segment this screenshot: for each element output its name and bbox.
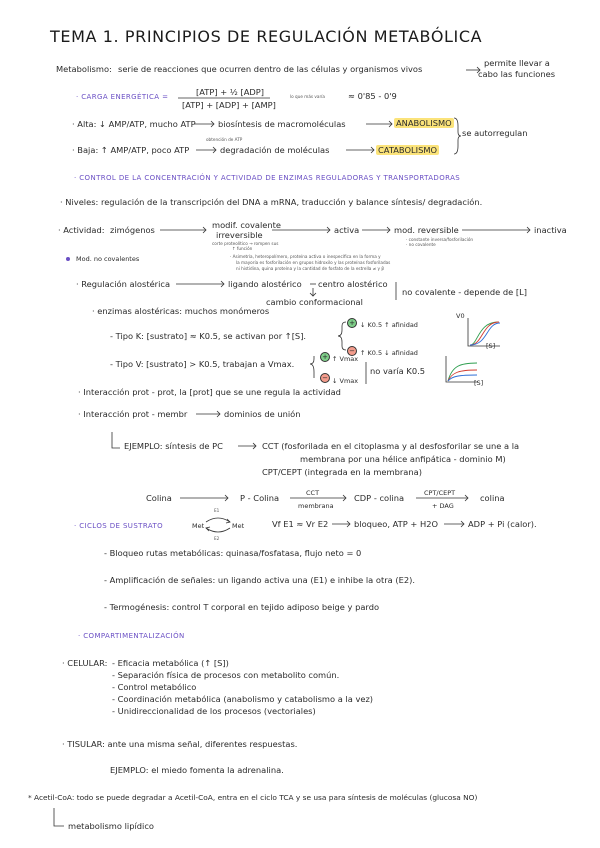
e1-label: E1 [214, 508, 220, 513]
mod-no-covalentes: Mod. no covalentes [76, 255, 140, 263]
carga-approx: ≈ 0'85 - 0'9 [348, 91, 397, 101]
celular-item-1: - Eficacia metabólica (↑ [S]) [112, 658, 229, 668]
celular-label: · CELULAR: [62, 658, 108, 668]
corte-note-1: corte proteolítico → rompen sus [212, 241, 279, 246]
p-colina: P - Colina [240, 493, 280, 503]
mod-reversible: mod. reversible [394, 225, 459, 235]
v-minus-effect: ↓ Vmax [332, 377, 359, 385]
cpt-cept-enzyme: CPT/CEPT [424, 489, 456, 497]
membrana-label: membrana [298, 502, 334, 510]
tiny-line-3: ni histidina, quina proteína y la cantidad de fosfato de la estrella ≠ γ β [236, 266, 385, 271]
activa-text: activa [334, 225, 360, 235]
control-heading: · CONTROL DE LA CONCENTRACIÓN Y ACTIVIDAD DE ENZIMAS REGULADORAS Y TRANSPORTADORAS [74, 174, 461, 182]
carga-denominator: [ATP] + [ADP] + [AMP] [182, 100, 276, 110]
met-2: Met [232, 522, 245, 530]
celular-item-3: - Control metabólico [112, 682, 197, 692]
adp-calor: ADP + Pi (calor). [468, 519, 537, 529]
acetil-coa-note: * Acetil-CoA: todo se puede degradar a Acetil-CoA, entra en el ciclo TCA y se usa para síntesis de moléculas (glucosa NO) [28, 793, 478, 802]
graph-v-label: V0 [456, 312, 465, 320]
actividad-label: · Actividad: [58, 225, 105, 235]
k-plus-effect: ↓ K0.5 ↑ afinidad [360, 321, 418, 329]
celular-item-2: - Separación física de procesos con metabolito común. [112, 670, 340, 680]
celular-item-4: - Coordinación metabólica (anabolismo y catabolismo a la vez) [112, 694, 374, 704]
baja-label: · Baja: ↑ AMP/ATP, poco ATP [72, 145, 190, 155]
corte-note-2: ↑ función [232, 246, 253, 251]
termogenesis: - Termogénesis: control T corporal en tejido adiposo beige y pardo [104, 602, 380, 612]
colina-2: colina [480, 493, 505, 503]
metabolismo-note-2: cabo las funciones [478, 69, 556, 79]
plus-icon: + [347, 318, 357, 328]
cept-line: CPT/CEPT (integrada en la membrana) [262, 467, 422, 477]
tipo-k: - Tipo K: [sustrato] ≈ K0.5, se activan por ↑[S]. [110, 331, 307, 341]
amplificacion: - Amplificación de señales: un ligando activa una (E1) e inhibe la otra (E2). [104, 575, 415, 585]
inactiva-text: inactiva [534, 225, 567, 235]
no-covalente-note: no covalente - depende de [L] [402, 287, 528, 297]
carga-tiny-note: lo que más varía [290, 94, 325, 99]
celular-item-5: - Unidireccionalidad de los procesos (vectoriales) [112, 706, 316, 716]
k-minus-effect: ↑ K0.5 ↓ afinidad [360, 349, 418, 357]
ligando-alosterico: ligando alostérico [228, 279, 302, 289]
catabolismo-badge: CATABOLISMO [378, 145, 438, 155]
tiny-line-1: · Asimetría, heteropolímero, proteína activa o inespecífica en la forma y [230, 254, 381, 259]
carga-numerator: [ATP] + ½ [ADP] [196, 87, 265, 97]
alta-result: biosíntesis de macromoléculas [218, 119, 346, 129]
bloqueo-rutas: - Bloqueo rutas metabólicas: quinasa/fosfatasa, flujo neto = 0 [104, 548, 362, 558]
e2-label: E2 [214, 536, 220, 541]
met-1: Met [192, 522, 205, 530]
autorregulan-note: se autorregulan [462, 128, 528, 138]
dag-label: + DAG [432, 502, 454, 510]
baja-small-note: obtención de ATP [206, 137, 243, 142]
ejemplo-adrenalina: EJEMPLO: el miedo fomenta la adrenalina. [110, 765, 284, 775]
no-varia-k: no varía K0.5 [370, 366, 426, 376]
cct-line-1: CCT (fosforilada en el citoplasma y al desfosforilar se une a la [262, 441, 520, 451]
cdp-colina: CDP - colina [354, 493, 405, 503]
graph-s-label: [S] [486, 342, 496, 350]
graph-s-label-2: [S] [474, 379, 484, 387]
bloqueo-atp: bloqueo, ATP + H2O [354, 519, 439, 529]
cct-enzyme: CCT [306, 489, 320, 497]
carga-energetica-heading: · CARGA ENERGÉTICA = [76, 93, 169, 101]
zimogenos-text: zimógenos [110, 225, 155, 235]
cambio-conformacional: cambio conformacional [266, 297, 363, 307]
metabolismo-label: Metabolismo: [56, 64, 112, 74]
metabolismo-lipidico: metabolismo lipídico [68, 821, 154, 831]
bullet-icon [66, 257, 70, 261]
tisular-text: · TISULAR: ante una misma señal, diferentes respuestas. [62, 739, 298, 749]
tipo-v: - Tipo V: [sustrato] > K0.5, trabajan a Vmax. [110, 359, 295, 369]
irreversible: irreversible [216, 230, 263, 240]
page-title: TEMA 1. PRINCIPIOS DE REGULACIÓN METABÓLICA [50, 27, 483, 46]
centro-alosterico: centro alostérico [318, 279, 388, 289]
metabolismo-definition: serie de reacciones que ocurren dentro de las células y organismos vivos [118, 64, 423, 74]
colina: Colina [146, 493, 172, 503]
modrev-note-2: · no covalente [406, 242, 436, 247]
tiny-line-2: la mayoría es fosforilación en grupos hidroxilo y las proteínas fosforiladas [236, 260, 391, 265]
minus-icon-2: − [320, 373, 330, 383]
minus-icon: − [347, 346, 357, 356]
regulacion-alosterica: · Regulación alostérica [76, 279, 171, 289]
ciclos-heading: · CICLOS DE SUSTRATO [74, 522, 164, 530]
enzimas-alostericas: · enzimas alostéricas: muchos monómeros [92, 306, 270, 316]
interaccion-prot-prot: · Interacción prot - prot, la [prot] que se une regula la actividad [78, 387, 341, 397]
ejemplo-pc: EJEMPLO: síntesis de PC [124, 441, 223, 451]
interaccion-prot-membr: · Interacción prot - membr [78, 409, 188, 419]
plus-icon-2: + [320, 352, 330, 362]
v-plus-effect: ↑ Vmax [332, 355, 359, 363]
velocity-equation: Vf E1 ≈ Vr E2 [272, 519, 329, 529]
alta-label: · Alta: ↓ AMP/ATP, mucho ATP [72, 119, 196, 129]
modrev-note-1: · constante inversa/fosforilación [406, 237, 474, 242]
metabolismo-note-1: permite llevar a [484, 58, 550, 68]
anabolismo-badge: ANABOLISMO [396, 118, 452, 128]
modif-covalente: modif. covalente [212, 220, 281, 230]
cct-line-2: membrana por una hélice anfipática - dominio M) [300, 454, 506, 464]
niveles-text: · Niveles: regulación de la transcripción del DNA a mRNA, traducción y balance síntesis/ degradación. [60, 197, 483, 207]
dominios-union: dominios de unión [224, 409, 301, 419]
baja-result: degradación de moléculas [220, 145, 330, 155]
compart-heading: · COMPARTIMENTALIZACIÓN [78, 632, 185, 640]
